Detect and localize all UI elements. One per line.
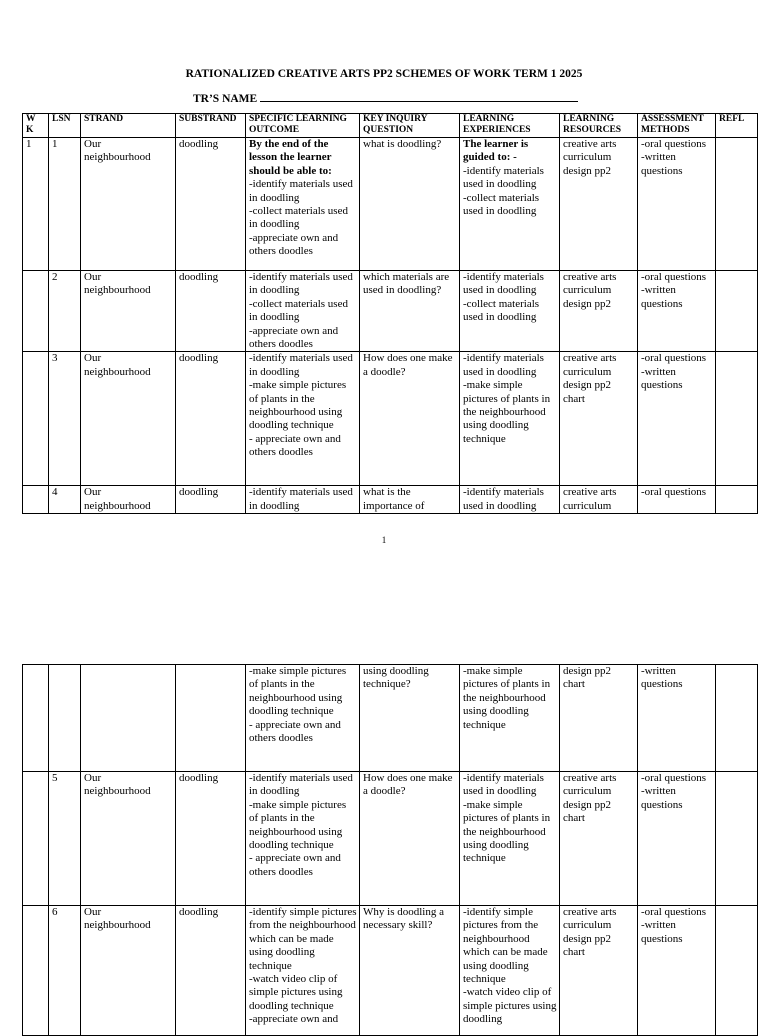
cell-experiences: -identify materials used in doodling -collect materials used in doodling [460, 271, 560, 352]
cell-inquiry: which materials are used in doodling? [360, 271, 460, 352]
cell-lsn: 3 [49, 352, 81, 486]
cell-lsn: 1 [49, 138, 81, 271]
cell-lsn: 6 [49, 906, 81, 1036]
cell-lsn [49, 665, 81, 772]
cell-refl [716, 665, 758, 772]
cell-lsn: 4 [49, 486, 81, 514]
cell-assessment: -oral questions -written questions [638, 906, 716, 1036]
cell-experiences: -identify simple pictures from the neighbourhood which can be made using doodling technique -watch video clip of simple pictures using doodling [460, 906, 560, 1036]
cell-strand: Our neighbourhood [81, 271, 176, 352]
header-wk: W K [23, 114, 49, 138]
cell-outcome: -identify materials used in doodling -make simple pictures of plants in the neighbourhood using doodling technique - appreciate own and others doodles [246, 352, 360, 486]
cell-strand [81, 665, 176, 772]
outcome-text: -identify materials used in doodling -collect materials used in doodling -appreciate own and others doodles [249, 178, 353, 258]
table-row [23, 665, 758, 772]
cell-refl [716, 138, 758, 271]
cell-refl [716, 486, 758, 514]
cell-outcome: -identify simple pictures from the neighbourhood which can be made using doodling technique -watch video clip of simple pictures using doodling technique -appreciate own and [246, 906, 360, 1036]
cell-strand: Our neighbourhood [81, 352, 176, 486]
cell-resources: creative arts curriculum design pp2 chart [560, 352, 638, 486]
table-row [23, 138, 758, 271]
header-assessment: ASSESSMENT METHODS [638, 114, 716, 138]
cell-wk [23, 906, 49, 1036]
cell-experiences: -identify materials used in doodling -make simple pictures of plants in the neighbourhood using doodling technique [460, 352, 560, 486]
cell-substrand: doodling [176, 772, 246, 906]
header-refl: REFL [716, 114, 758, 138]
cell-inquiry: Why is doodling a necessary skill? [360, 906, 460, 1036]
cell-substrand: doodling [176, 352, 246, 486]
cell-substrand: doodling [176, 486, 246, 514]
cell-substrand: doodling [176, 906, 246, 1036]
cell-resources: design pp2 chart [560, 665, 638, 772]
document-title: RATIONALIZED CREATIVE ARTS PP2 SCHEMES OF WORK TERM 1 2025 [185, 68, 583, 80]
experiences-text: -identify materials used in doodling -collect materials used in doodling [463, 164, 544, 218]
cell-resources: creative arts curriculum design pp2 chart [560, 772, 638, 906]
cell-strand: Our neighbourhood [81, 486, 176, 514]
cell-strand: Our neighbourhood [81, 138, 176, 271]
table-row [23, 486, 758, 514]
cell-experiences: -identify materials used in doodling -make simple pictures of plants in the neighbourhood using doodling technique [460, 772, 560, 906]
header-lsn: LSN [49, 114, 81, 138]
table-row [23, 271, 758, 352]
cell-inquiry: what is doodling? [360, 138, 460, 271]
cell-outcome: -identify materials used in doodling -collect materials used in doodling -appreciate own and others doodles [246, 271, 360, 352]
table-row [23, 352, 758, 486]
cell-resources: creative arts curriculum design pp2 chart [560, 906, 638, 1036]
schemes-table-page-2 [22, 664, 758, 1036]
cell-refl [716, 352, 758, 486]
cell-resources: creative arts curriculum design pp2 [560, 271, 638, 352]
cell-refl [716, 772, 758, 906]
cell-outcome: -identify materials used in doodling -make simple pictures of plants in the neighbourhood using doodling technique - appreciate own and others doodles [246, 772, 360, 906]
cell-experiences: -identify materials used in doodling [460, 486, 560, 514]
header-resources: LEARNING RESOURCES [560, 114, 638, 138]
cell-assessment: -oral questions -written questions [638, 271, 716, 352]
cell-refl [716, 906, 758, 1036]
page-number: 1 [381, 535, 387, 545]
teacher-name-line [260, 91, 578, 102]
cell-experiences: -make simple pictures of plants in the neighbourhood using doodling technique [460, 665, 560, 772]
outcome-intro: By the end of the lesson the learner should be able to: [249, 138, 332, 177]
cell-assessment: -oral questions -written questions [638, 138, 716, 271]
cell-wk [23, 486, 49, 514]
cell-wk [23, 352, 49, 486]
header-strand: STRAND [81, 114, 176, 138]
cell-inquiry: using doodling technique? [360, 665, 460, 772]
cell-inquiry: what is the importance of [360, 486, 460, 514]
header-inquiry: KEY INQUIRY QUESTION [360, 114, 460, 138]
table-row [23, 906, 758, 1036]
cell-substrand: doodling [176, 138, 246, 271]
cell-outcome: -identify materials used in doodling [246, 486, 360, 514]
cell-strand: Our neighbourhood [81, 772, 176, 906]
cell-outcome [246, 138, 360, 271]
cell-inquiry: How does one make a doodle? [360, 772, 460, 906]
cell-assessment: -oral questions [638, 486, 716, 514]
cell-wk [23, 665, 49, 772]
schemes-table-page-1 [22, 113, 758, 514]
cell-wk [23, 271, 49, 352]
cell-inquiry: How does one make a doodle? [360, 352, 460, 486]
cell-experiences [460, 138, 560, 271]
header-outcome: SPECIFIC LEARNING OUTCOME [246, 114, 360, 138]
cell-assessment: -oral questions -written questions [638, 772, 716, 906]
cell-assessment: -written questions [638, 665, 716, 772]
header-experiences: LEARNING EXPERIENCES [460, 114, 560, 138]
cell-lsn: 5 [49, 772, 81, 906]
experiences-intro: The learner is guided to: - [463, 138, 529, 164]
cell-substrand [176, 665, 246, 772]
cell-resources: creative arts curriculum [560, 486, 638, 514]
cell-wk: 1 [23, 138, 49, 271]
cell-strand: Our neighbourhood [81, 906, 176, 1036]
cell-lsn: 2 [49, 271, 81, 352]
table-row [23, 772, 758, 906]
cell-assessment: -oral questions -written questions [638, 352, 716, 486]
table-header-row [23, 114, 758, 138]
cell-outcome: -make simple pictures of plants in the neighbourhood using doodling technique - appreciate own and others doodles [246, 665, 360, 772]
cell-refl [716, 271, 758, 352]
cell-substrand: doodling [176, 271, 246, 352]
header-substrand: SUBSTRAND [176, 114, 246, 138]
cell-resources: creative arts curriculum design pp2 [560, 138, 638, 271]
teacher-name-field [193, 91, 578, 105]
teacher-name-label: TR’S NAME [193, 93, 258, 105]
cell-wk [23, 772, 49, 906]
